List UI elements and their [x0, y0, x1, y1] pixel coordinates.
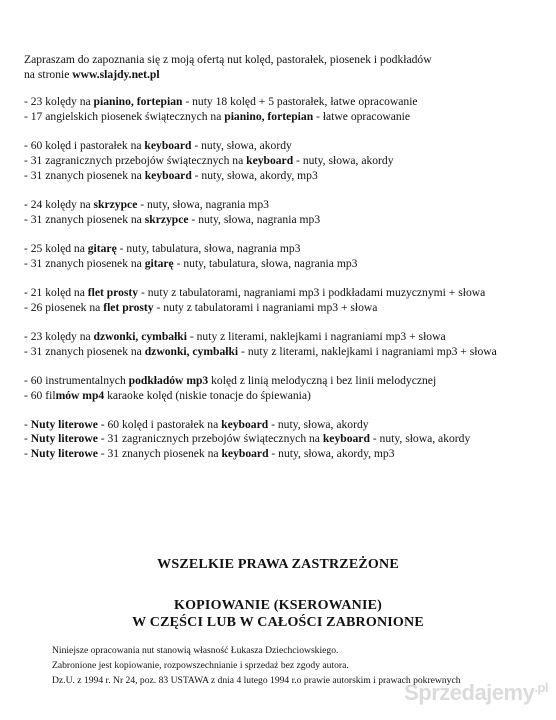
- offer-group: [24, 139, 497, 183]
- copy-notice-line-2: W CZĘŚCI LUB W CAŁOŚCI ZABRONIONE: [132, 615, 424, 630]
- offer-highlight: pianino, fortepian: [224, 109, 314, 123]
- offer-text: - 21 kolęd na: [24, 285, 88, 299]
- legal-notice: [52, 643, 461, 689]
- offer-text: - 24 kolędy na: [24, 197, 94, 211]
- offer-highlight: gitarę: [144, 256, 174, 270]
- offer-group: [24, 286, 497, 316]
- offer-line: [24, 154, 497, 169]
- offer-text: - łatwe opracowanie: [313, 109, 411, 123]
- offer-text: - 31 znanych piosenek na: [24, 212, 145, 226]
- offer-highlight: mów mp4: [55, 388, 105, 402]
- offer-text: - 31 znanych piosenek na: [24, 256, 145, 270]
- offer-highlight: pianino, fortepian: [93, 95, 183, 108]
- offer-highlight: keyboard: [322, 432, 370, 446]
- offer-highlight: keyboard: [144, 138, 192, 152]
- offer-line: [24, 286, 497, 301]
- offer-highlight: gitarę: [87, 241, 117, 255]
- watermark-logo: [404, 680, 548, 706]
- intro-line-1: Zapraszam do zapoznania się z moją ofertą nut kolęd, pastorałek, piosenek i podkładów: [24, 53, 432, 66]
- offer-line: [24, 330, 497, 345]
- legal-line-1: Niniejsze opracowania nut stanowią własność Łukasza Dziechciowskiego.: [52, 645, 339, 656]
- offer-text: - nuty, słowa, akordy: [268, 417, 369, 431]
- offer-text: - 23 kolędy na: [24, 95, 94, 108]
- offer-highlight: skrzypce: [144, 212, 189, 226]
- offer-group: [24, 374, 497, 404]
- offer-text: - 31 zagranicznych przebojów świątecznych na: [97, 432, 323, 446]
- offer-highlight: flet prosty: [103, 300, 154, 314]
- offer-highlight: flet prosty: [87, 285, 139, 299]
- offer-text: - 26 piosenek na: [24, 300, 104, 314]
- offer-text: - nuty, słowa, akordy, mp3: [268, 447, 395, 461]
- intro-line-2-prefix: na stronie: [24, 67, 73, 81]
- offer-text: - nuty, słowa, akordy: [369, 432, 471, 446]
- offer-text: - nuty, słowa, nagrania mp3: [188, 212, 321, 226]
- offer-highlight: Nuty literowe: [30, 447, 98, 461]
- offer-line: [24, 418, 497, 433]
- offer-text: - nuty, słowa, akordy, mp3: [191, 168, 318, 182]
- website-link[interactable]: www.slajdy.net.pl: [72, 67, 160, 81]
- watermark-text: Sprzedajemy: [404, 680, 535, 705]
- offer-highlight: keyboard: [246, 153, 294, 167]
- offer-line: [24, 257, 497, 272]
- offer-text: kolęd z linią melodyczną i bez linii melodycznej: [208, 373, 437, 387]
- offer-group: [24, 242, 497, 272]
- legal-line-2: Zabronione jest kopiowanie, rozpowszechnianie i sprzedaż bez zgody autora.: [52, 660, 349, 672]
- offer-group: [24, 198, 497, 228]
- offer-highlight: podkładów mp3: [128, 373, 209, 387]
- offer-text: - 60 kolęd i pastorałek na: [97, 417, 222, 431]
- copy-notice-line-1: KOPIOWANIE (KSEROWANIE): [173, 598, 383, 613]
- offer-highlight: dzwonki, cymbałki: [144, 344, 239, 358]
- offer-text: - nuty z literami, naklejkami i nagraniami mp3 + słowa: [238, 344, 497, 358]
- offer-text: - nuty z literami, naklejkami i nagraniami mp3 + słowa: [186, 329, 446, 343]
- offer-line: [24, 198, 497, 213]
- offer-list: [24, 95, 497, 476]
- offer-line: [24, 242, 497, 257]
- intro-line-2: [24, 68, 432, 83]
- offer-text: - 17 angielskich piosenek świątecznych na: [24, 109, 225, 123]
- offer-line: [24, 213, 497, 228]
- offer-highlight: Nuty literowe: [30, 417, 98, 431]
- offer-line: [24, 389, 497, 404]
- offer-text: - 31 znanych piosenek na: [24, 344, 145, 358]
- offer-text: - nuty, słowa, akordy: [293, 153, 394, 167]
- offer-line: [24, 432, 497, 447]
- offer-text: - nuty z tabulatorami, nagraniami mp3 i podkładami muzycznymi + słowa: [138, 285, 486, 299]
- offer-text: - nuty 18 kolęd + 5 pastorałek, łatwe opracowanie: [182, 95, 418, 108]
- offer-highlight: Nuty literowe: [30, 432, 98, 446]
- offer-text: -: [24, 432, 31, 446]
- offer-group: [24, 418, 497, 462]
- offer-line: [24, 95, 497, 110]
- legal-line-3: Dz.U. z 1994 r. Nr 24, poz. 83 USTAWA z dnia 4 lutego 1994 r.o prawie autorskim i prawach pokrewnych: [52, 675, 461, 687]
- offer-highlight: skrzypce: [93, 197, 138, 211]
- offer-group: [24, 330, 497, 360]
- offer-line: [24, 345, 497, 360]
- rights-reserved-heading: WSZELKIE PRAWA ZASTRZEŻONE: [157, 557, 399, 572]
- offer-text: karaoke kolęd (niskie tonacje do śpiewania): [104, 388, 311, 402]
- copy-prohibited-notice: [0, 597, 556, 631]
- offer-text: - 60 kolęd i pastorałek na: [24, 138, 145, 152]
- offer-highlight: keyboard: [221, 447, 269, 461]
- offer-highlight: keyboard: [221, 417, 269, 431]
- offer-text: - 60 fil: [24, 388, 56, 402]
- offer-text: - 60 instrumentalnych: [24, 373, 129, 387]
- offer-text: - 25 kolęd na: [24, 241, 88, 255]
- offer-line: [24, 169, 497, 184]
- watermark-suffix: .pl: [534, 680, 548, 695]
- offer-line: [24, 374, 497, 389]
- offer-text: -: [24, 447, 31, 461]
- offer-line: [24, 110, 497, 125]
- offer-text: - nuty, tabulatura, słowa, nagrania mp3: [116, 241, 301, 255]
- offer-text: - 31 zagranicznych przebojów świątecznych na: [24, 153, 247, 167]
- offer-line: [24, 139, 497, 154]
- offer-text: -: [24, 417, 31, 431]
- offer-text: - 31 znanych piosenek na: [24, 168, 145, 182]
- offer-text: - nuty, słowa, nagrania mp3: [137, 197, 269, 211]
- offer-highlight: keyboard: [144, 168, 192, 182]
- offer-group: [24, 95, 497, 125]
- offer-line: [24, 301, 497, 316]
- offer-text: - 23 kolędy na: [24, 329, 94, 343]
- offer-line: [24, 447, 497, 462]
- offer-highlight: dzwonki, cymbałki: [93, 329, 187, 343]
- offer-text: - nuty, słowa, akordy: [191, 138, 292, 152]
- offer-text: - 31 znanych piosenek na: [97, 447, 222, 461]
- offer-text: - nuty, tabulatura, słowa, nagrania mp3: [173, 256, 358, 270]
- intro-paragraph: [24, 53, 432, 83]
- offer-text: - nuty z tabulatorami i nagraniami mp3 + słowa: [153, 300, 378, 314]
